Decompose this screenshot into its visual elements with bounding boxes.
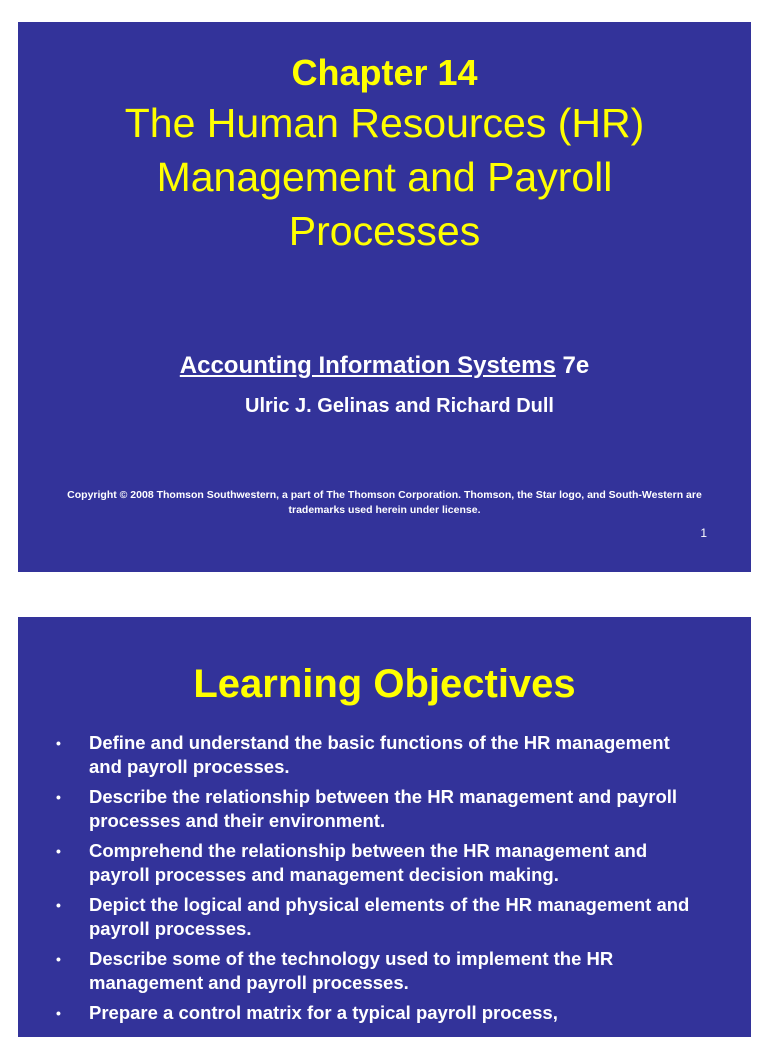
slide-title: Learning Objectives xyxy=(193,662,576,706)
authors: Ulric J. Gelinas and Richard Dull xyxy=(245,395,554,417)
list-item xyxy=(56,785,696,833)
slide-title-line-2: Management and Payroll xyxy=(156,154,613,200)
list-item xyxy=(56,947,696,995)
objective-text: Comprehend the relationship between the HR management and payroll processes and management decision making. xyxy=(89,840,648,885)
objective-text: Depict the logical and physical elements of the HR management and payroll processes. xyxy=(89,894,690,939)
copyright-notice: Copyright © 2008 Thomson Southwestern, a part of The Thomson Corporation. Thomson, the Star logo, and South-Western are trademarks used herein under license. xyxy=(67,489,702,516)
chapter-label: Chapter 14 xyxy=(291,52,478,93)
bullet-icon: • xyxy=(56,897,61,913)
slide-title-line-1: The Human Resources (HR) xyxy=(124,100,645,146)
list-item xyxy=(56,731,696,779)
list-item xyxy=(56,893,696,941)
bullet-icon: • xyxy=(56,735,61,751)
bullet-icon: • xyxy=(56,1005,61,1021)
slide-number: 1 xyxy=(700,526,707,540)
learning-objectives-slide xyxy=(18,617,751,1037)
objectives-list xyxy=(56,731,696,1031)
book-title: Accounting Information Systems xyxy=(179,352,556,379)
bullet-icon: • xyxy=(56,789,61,805)
objective-text: Define and understand the basic functions of the HR management and payroll processes. xyxy=(89,732,670,777)
slide-title-line-3: Processes xyxy=(288,208,481,254)
objective-text: Describe the relationship between the HR management and payroll processes and their environment. xyxy=(89,786,678,831)
title-slide xyxy=(18,22,751,572)
list-item xyxy=(56,839,696,887)
bullet-icon: • xyxy=(56,843,61,859)
book-citation xyxy=(18,351,751,381)
bullet-icon: • xyxy=(56,951,61,967)
objective-text: Prepare a control matrix for a typical payroll process, xyxy=(89,1002,558,1023)
objective-text: Describe some of the technology used to implement the HR management and payroll processes. xyxy=(89,948,614,993)
book-edition: 7e xyxy=(562,352,590,379)
list-item xyxy=(56,1001,696,1025)
